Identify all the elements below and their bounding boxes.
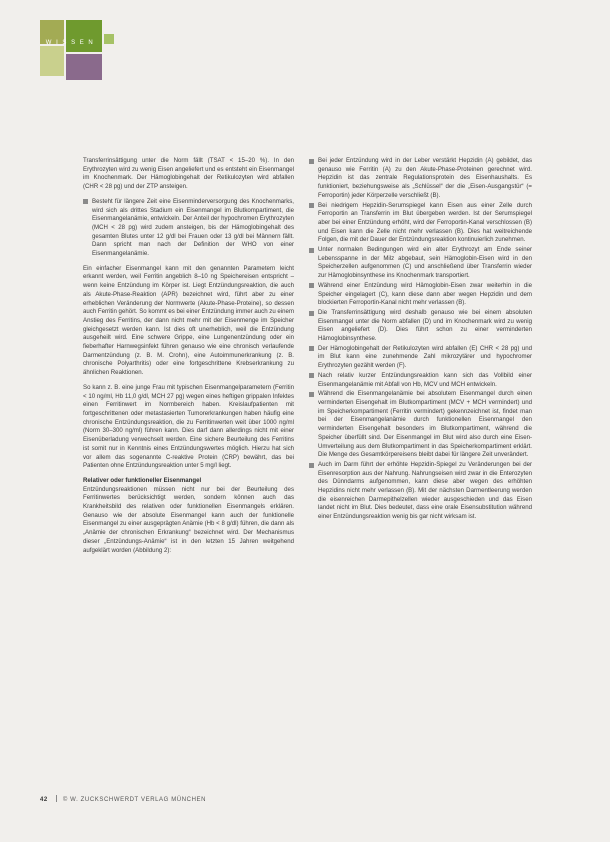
- list-item-text: Die Transferrinsättigung wird deshalb genauso wie bei einem absoluten Eisenmangel unter die Norm abfallen (D) und im Knochenmark wird zu wenig Eisen angeliefert (D). Dies führt schon zu einer verminderten Hämoglobinsynthese.: [318, 308, 532, 343]
- list-item-text: Während die Eisenmangelanämie bei absolutem Eisenmangel durch einen verminderten Eisengehalt im Blutkompartiment (MCV + MCH vermindert) und im Speicherkompartiment (Ferritin vermindert) gekennzeichnet ist, findet man bei der Eisenmangelanämie durch funktionellen Eisenmangel den verminderten Eisengehalt besonders im Blutkompartiment, während die Speicher überfüllt sind. Der Eisenmangel im Blut wird also durch eine Eisen-Umverteilung aus dem Blutkompartiment in das Speicherkompartiment erklärt. Die Menge des Gesamtkörpereisens bleibt dabei für längere Zeit unverändert.: [318, 390, 532, 459]
- left-bullet-list: [83, 198, 294, 259]
- list-item: [309, 345, 532, 371]
- list-item-text: Besteht für längere Zeit eine Eisenminderversorgung des Knochenmarks, wird sich als drittes Stadium ein Eisenmangel im Blutkompartiment, die Eisenmangelanämie, entwickeln. Der Anteil der hypochromen Erythrozyten (MCH < 28 pg) wird zudem ansteigen, bis der Hämoglobingehalt des gesamten Blutes unter 12 g/dl bei Frauen oder 13 g/dl bei Männern fällt. Dann spricht man nach der Definition der WHO von einer Eisenmangelanämie.: [92, 197, 294, 258]
- section-label: W I S S E N: [45, 40, 95, 46]
- square-bullet-icon: [309, 248, 314, 253]
- publisher-credit: © W. ZUCKSCHWERDT VERLAG MÜNCHEN: [62, 797, 207, 803]
- body-paragraph: Entzündungsreaktionen müssen nicht nur bei der Beurteilung des Ferritinwertes berücksichtigt werden, sondern können auch das Krankheitsbild des relativen oder funktionellen Eisenmangels erklären. Genauso wie der absolute Eisenmangel kann auch der funktionelle Eisenmangel zu einer ausgeprägten Anämie (Hb < 8 g/dl) führen, die dann als „Anämie der chronischen Erkrankung“ bezeichnet wird. Der Mechanismus dieser „Entzündungs-Anämie“ ist in den letzten 15 Jahren weitgehend aufgeklärt worden (Abbildung 2):: [83, 485, 294, 554]
- square-bullet-icon: [309, 159, 314, 164]
- list-item-text: Bei jeder Entzündung wird in der Leber verstärkt Hepzidin (A) gebildet, das genauso wie Ferritin (A) zu den Akute-Phase-Proteinen gerechnet wird. Hepzidin ist das zentrale Regulationsprotein des Eisenhaushalts. Es funktioniert, beziehungsweise als „Schlüssel“ der die „Eisen-Ausgangstür“ (= Ferroportin) jeder Körperzelle verschließt (B).: [318, 157, 532, 199]
- decor-square-purple: [66, 54, 102, 80]
- square-bullet-icon: [83, 199, 88, 204]
- square-bullet-icon: [309, 346, 314, 351]
- square-bullet-icon: [309, 203, 314, 208]
- decor-square-small: [104, 34, 114, 44]
- left-column: [83, 157, 294, 561]
- list-item: [309, 246, 532, 281]
- square-bullet-icon: [309, 392, 314, 397]
- list-item-text: Der Hämoglobingehalt der Retikulozyten wird abfallen (E) CHR < 28 pg) und im Blut kann eine zunehmende Zahl mikrozytärer und hypochromer Erythrozyten gezählt werden (F).: [318, 344, 532, 370]
- list-item: [309, 461, 532, 522]
- square-bullet-icon: [309, 283, 314, 288]
- list-item-text: Unter normalen Bedingungen wird ein alter Erythrozyt am Ende seiner Lebensspanne in der Milz abgebaut, sein Hämoglobin-Eisen wird in den Speicherzellen aufgenommen (C) und anschließend über Transferrin wieder zur Hämoglobinsynthese ins Knochenmark transportiert.: [318, 246, 532, 280]
- list-item: [309, 372, 532, 389]
- list-item: [83, 198, 294, 259]
- right-column: [309, 157, 532, 528]
- list-item-text: Nach relativ kurzer Entzündungsreaktion kann sich das Vollbild einer Eisenmangelanämie mit Abfall von Hb, MCV und MCH entwickeln.: [318, 371, 532, 388]
- square-bullet-icon: [309, 463, 314, 468]
- decor-square-light-green: [40, 46, 64, 76]
- list-item: [309, 282, 532, 308]
- square-bullet-icon: [309, 373, 314, 378]
- list-item: [309, 309, 532, 344]
- list-item: [309, 202, 532, 246]
- left-intro-paragraph: Transferrinsättigung unter die Norm fällt (TSAT < 15–20 %). In den Erythrozyten wird zu wenig Eisen angeliefert und es entsteht ein Eisenmangel im Knochenmark. Der Hämoglobingehalt der Retikulozyten wird abfallen (CHR < 28 pg) und der ZTP ansteigen.: [83, 157, 294, 191]
- list-item-text: Auch im Darm führt der erhöhte Hepzidin-Spiegel zu Veränderungen bei der Eisenresorption aus der Nahrung. Nahrungseisen wird zwar in die Enterozyten des Dünndarms aufgenommen, kann diese aber wegen des erhöhten Hepzidins nicht mehr verlassen (B). Mit der nächsten Darmentleerung werden die eisenreichen Darmepithelzellen wieder ausgeschieden und das Eisen landet nicht im Blut. Dies bedeutet, dass eine orale Eisensubstitution während einer Entzündungsreaktion wenig bis gar nicht wirksam ist.: [318, 460, 532, 521]
- body-paragraph: So kann z. B. eine junge Frau mit typischen Eisenmangelparametern (Ferritin < 10 ng/ml, Hb 11,0 g/dl, MCH 27 pg) wegen eines heftigen grippalen Infektes einen Ferritinwert im Normbereich haben. Kreislaufpatienten mit fortgeschrittenen oder metastasierten Tumorerkrankungen haben häufig eine chronische Entzündungsreaktion, die zu Ferritinwerten weit über 1000 ng/ml (Norm 30–300 ng/ml) führen kann. Dies darf dann allerdings nicht mit einer Eisenüberladung verwechselt werden. Eine sichere Beurteilung des Ferritins ist somit nur in Kenntnis eines Entzündungswertes möglich. Hierzu hat sich vor allem das sogenannte C-reaktive Protein (CRP) bewährt, das bei Patienten ohne Entzündungsreaktion unter 5 mg/l liegt.: [83, 383, 294, 470]
- list-item-text: Während einer Entzündung wird Hämoglobin-Eisen zwar weiterhin in die Speicher eingelagert (C), kann diese dann aber wegen Hepzidin und dem blockierten Ferroportin-Kanal nicht mehr verlassen (B).: [318, 281, 532, 307]
- decor-square-green: [66, 20, 102, 52]
- subheading: Relativer oder funktioneller Eisenmangel: [83, 476, 202, 484]
- list-item: [309, 157, 532, 201]
- body-paragraph: Ein einfacher Eisenmangel kann mit den genannten Parametern leicht erkannt werden, weil Ferritin angeblich 8–10 ng Speichereisen entspricht – wenn keine Entzündung im Körper ist. Liegt Entzündungsreaktion, die auch als Akute-Phase-Reaktion (APR) bezeichnet wird, führt aber zu einer erheblichen Veränderung der Normwerte (Akute-Phase-Proteine), so dessen auch Ferritin gehört. So kommt es bei einer Entzündung immer auch zu einem Anstieg des Ferritins, der dann nicht mehr mit der Eisenmenge im Speicher gleichgesetzt werden kann. Ist dies oft unerheblich, weil die Entzündung ausgeheilt wird. Eine schwere Grippe, eine Lungenentzündung oder ein fieberhafter Harnwegsinfekt führen genauso wie eine chronisch verlaufende Darmentzündung (z. B. M. Crohn), eine Autoimmunerkrankung (z. B. chronische Polyarthritis) oder eine fortgeschrittene Krebserkrankung zu ähnlichen Reaktionen.: [83, 264, 295, 377]
- square-bullet-icon: [309, 311, 314, 316]
- right-bullet-list: [309, 157, 532, 522]
- footer-divider: [56, 795, 57, 802]
- page-number: 42: [40, 797, 48, 803]
- list-item-text: Bei niedrigem Hepzidin-Serumspiegel kann Eisen aus einer Zelle durch Ferroportin an Transferrin im Blut übergeben werden. Ist der Serumspiegel aber bei einer Entzündung erhöht, wird der Ferroportin-Kanal verschlossen (B) und Eisen kann die Zelle nicht mehr verlassen (B). Dies hat weitreichende Folgen, die mit der Dauer der Entzündungsreaktion kontinuierlich zunehmen.: [318, 201, 532, 244]
- page-footer: [40, 795, 206, 803]
- list-item: [309, 390, 532, 460]
